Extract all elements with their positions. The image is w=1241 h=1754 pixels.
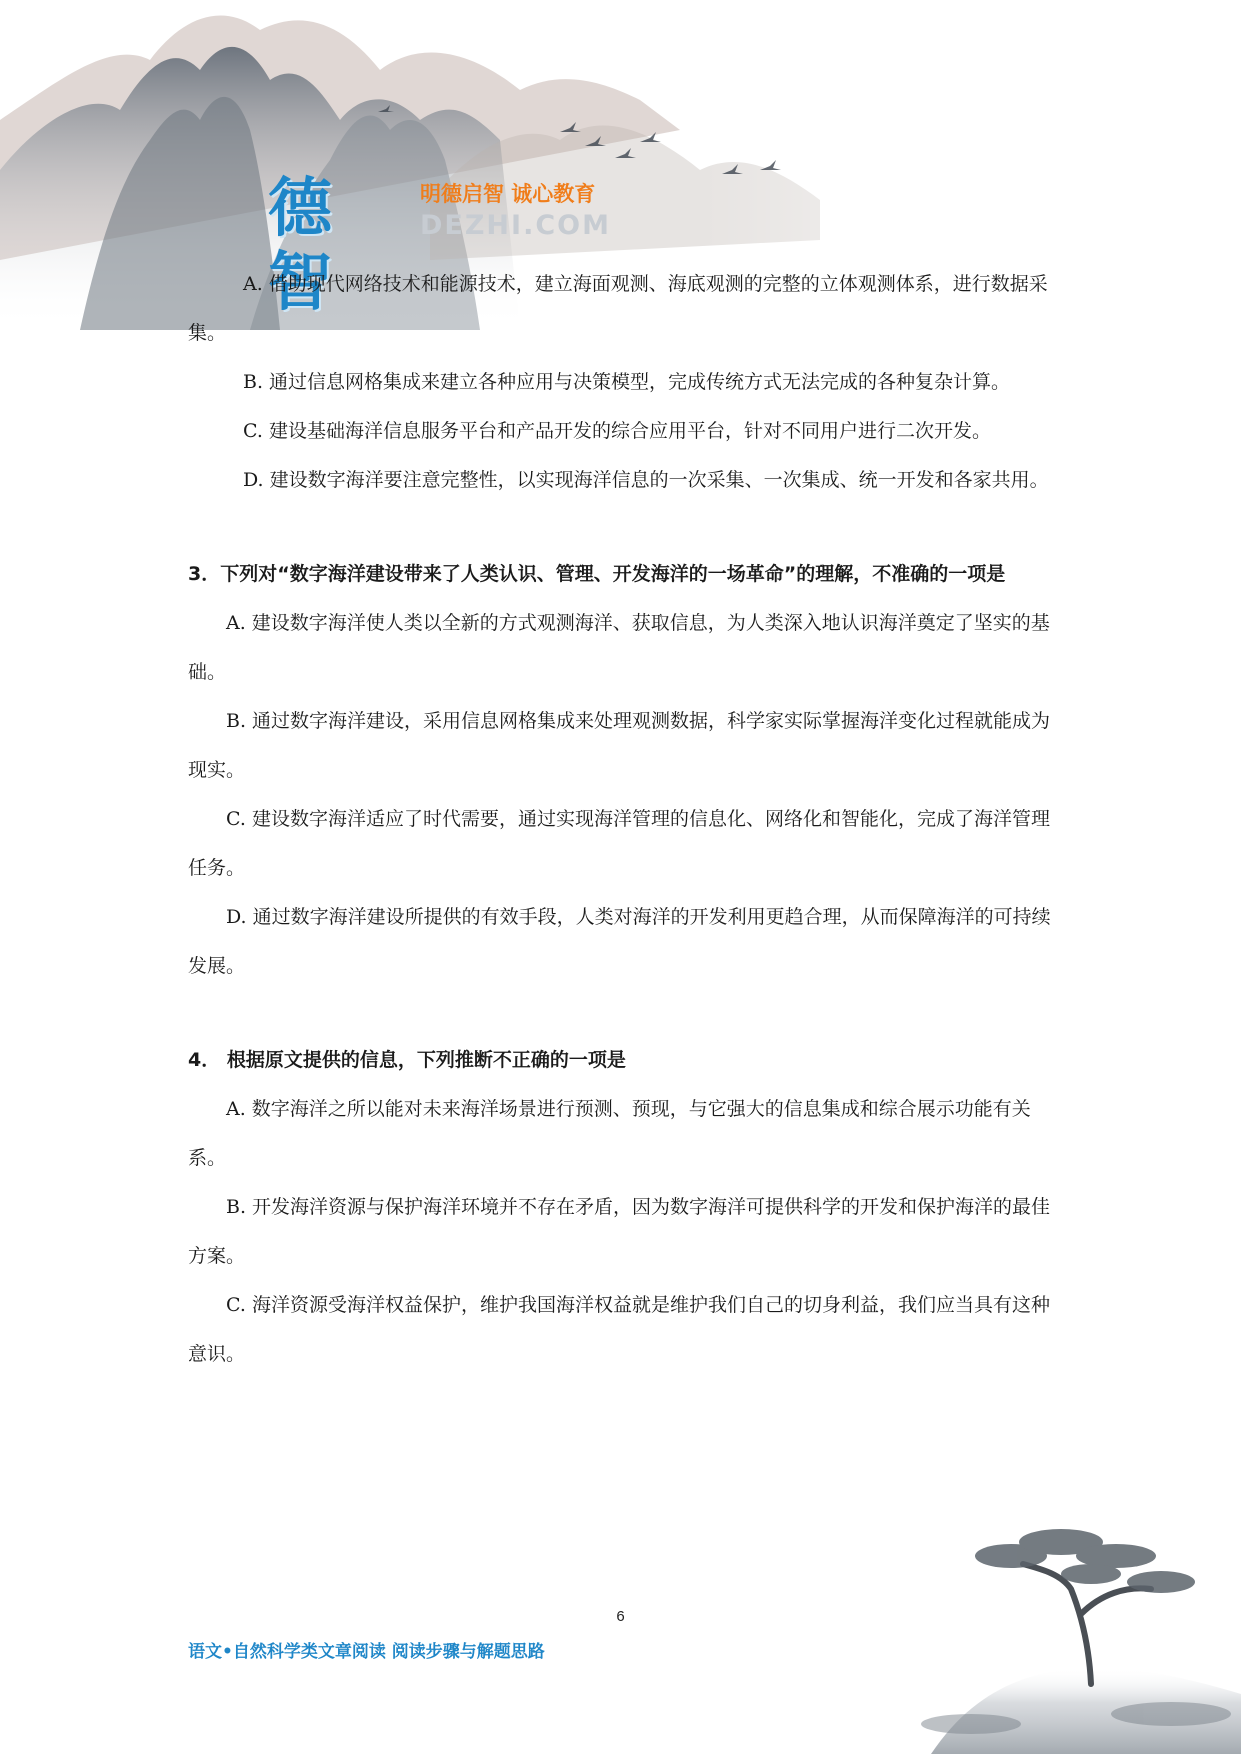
footer-title [188, 1637, 545, 1662]
document-body [188, 260, 1063, 1379]
page-number: 6 [616, 1608, 625, 1625]
spacer [188, 505, 1063, 550]
logo-domain: DEZHI.COM [420, 210, 611, 241]
q4-option-c: C. 海洋资源受海洋权益保护，维护我国海洋权益就是维护我们自己的切身利益，我们应当具有这种意识。 [188, 1294, 1050, 1365]
q3-option-b: B. 通过数字海洋建设，采用信息网格集成来处理观测数据，科学家实际掌握海洋变化过程就能成为现实。 [188, 710, 1051, 781]
q2-option-d: D. 建设数字海洋要注意完整性，以实现海洋信息的一次采集、一次集成、统一开发和各家共用。 [243, 469, 1049, 491]
logo-slogan: 明德启智 诚心教育 [420, 182, 596, 206]
q2-option-b: B. 通过信息网格集成来建立各种应用与决策模型，完成传统方式无法完成的各种复杂计算。 [243, 371, 1011, 393]
q3-option-a: A. 建设数字海洋使人类以全新的方式观测海洋、获取信息，为人类深入地认识海洋奠定了坚实的基础。 [188, 612, 1050, 683]
q4-option-b: B. 开发海洋资源与保护海洋环境并不存在矛盾，因为数字海洋可提供科学的开发和保护海洋的最佳方案。 [188, 1196, 1051, 1267]
footer-topic: 自然科学类文章阅读 阅读步骤与解题思路 [232, 1642, 545, 1662]
logo-mark: 德智 [268, 172, 334, 320]
question-4-stem: 4． 根据原文提供的信息，下列推断不正确的一项是 [188, 1049, 626, 1071]
question-3-stem: 3．下列对“数字海洋建设带来了人类认识、管理、开发海洋的一场革命”的理解，不准确的一项是 [188, 563, 1006, 585]
spacer [188, 991, 1063, 1036]
q4-option-a: A. 数字海洋之所以能对未来海洋场景进行预测、预现，与它强大的信息集成和综合展示功能有关系。 [188, 1098, 1031, 1169]
q3-option-c: C. 建设数字海洋适应了时代需要，通过实现海洋管理的信息化、网络化和智能化，完成了海洋管理任务。 [188, 808, 1050, 879]
q2-option-a: A. 借助现代网络技术和能源技术，建立海面观测、海底观测的完整的立体观测体系，进行数据采集。 [188, 273, 1048, 344]
q2-option-c: C. 建设基础海洋信息服务平台和产品开发的综合应用平台，针对不同用户进行二次开发。 [243, 420, 991, 442]
q3-option-d: D. 通过数字海洋建设所提供的有效手段，人类对海洋的开发利用更趋合理，从而保障海洋的可持续发展。 [188, 906, 1051, 977]
footer-separator: • [222, 1642, 233, 1662]
footer-subject: 语文 [188, 1642, 222, 1662]
